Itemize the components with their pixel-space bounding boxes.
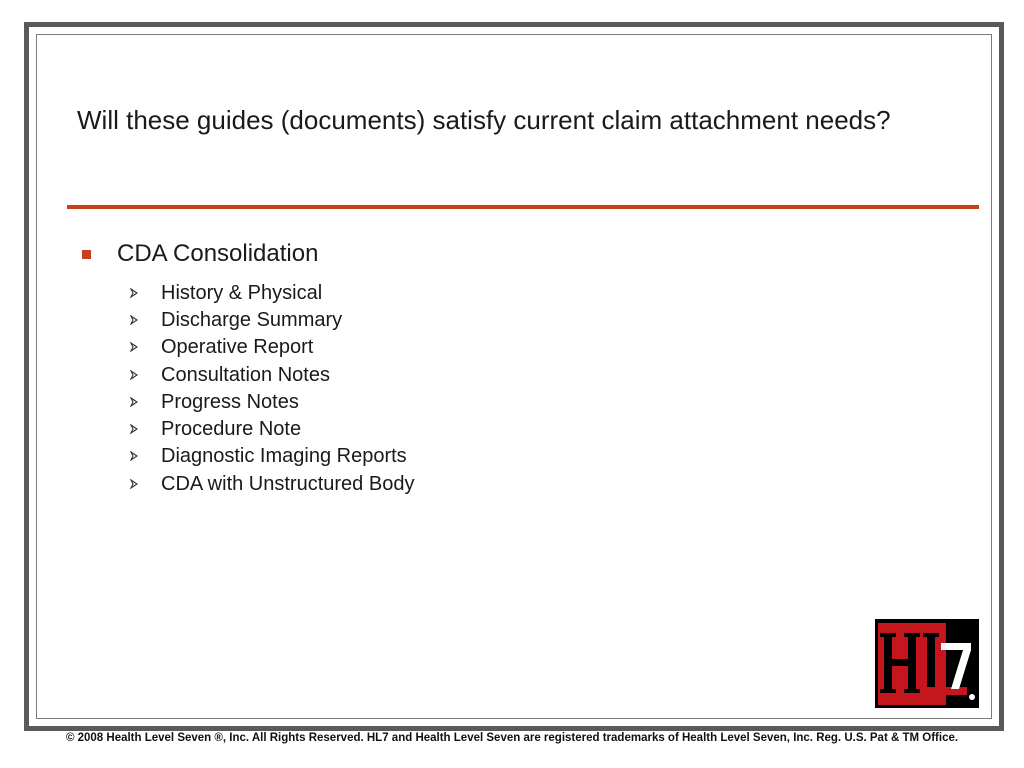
arrow-bullet-icon [129,479,139,489]
sub-bullet-item [129,334,414,361]
sub-bullet-item [129,306,414,333]
sub-bullet-item [129,388,414,415]
sub-bullet-item [129,361,414,388]
sub-bullet-list [129,279,414,497]
arrow-bullet-icon [129,397,139,407]
main-bullet-text: CDA Consolidation [117,240,319,267]
sub-bullet-item [129,470,414,497]
arrow-bullet-icon [129,342,139,352]
arrow-bullet-icon [129,315,139,325]
title-divider [67,205,979,209]
square-bullet-icon [82,250,91,259]
hl7-logo-icon [875,619,979,708]
sub-bullet-item [129,415,414,442]
slide-title: Will these guides (documents) satisfy current claim attachment needs? [77,105,891,135]
arrow-bullet-icon [129,451,139,461]
sub-bullet-text: Diagnostic Imaging Reports [161,445,407,468]
slide-inner-frame [36,34,992,719]
sub-bullet-text: CDA with Unstructured Body [161,472,415,495]
sub-bullet-text: Consultation Notes [161,363,330,386]
sub-bullet-item [129,443,414,470]
sub-bullet-text: Progress Notes [161,390,299,413]
slide-outer-frame [24,22,1004,731]
hl7-logo [875,619,979,708]
sub-bullet-text: History & Physical [161,281,323,304]
sub-bullet-text: Operative Report [161,336,314,359]
arrow-bullet-icon [129,288,139,298]
sub-bullet-text: Procedure Note [161,418,302,441]
arrow-bullet-icon [129,370,139,380]
main-bullet [77,240,318,268]
sub-bullet-item [129,279,414,306]
sub-bullet-text: Discharge Summary [161,308,343,331]
arrow-bullet-icon [129,424,139,434]
copyright-footer: © 2008 Health Level Seven ®, Inc. All Rights Reserved. HL7 and Health Level Seven are registered trademarks of Health Level Seven, Inc. Reg. U.S. Pat & TM Office. [65,732,959,744]
